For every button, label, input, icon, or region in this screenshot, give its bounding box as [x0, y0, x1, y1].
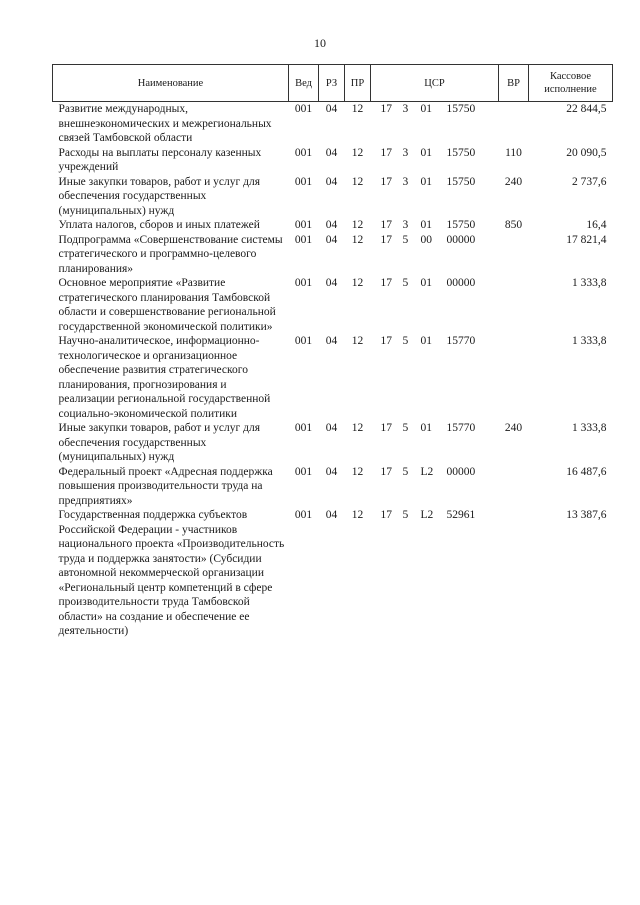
row-pr: 12 — [351, 219, 364, 231]
row-rz: 04 — [325, 277, 338, 289]
csr-part: 15770 — [446, 335, 476, 347]
header-name: Наименование — [53, 65, 289, 102]
header-rz: РЗ — [319, 65, 345, 102]
csr-part: 17 — [380, 465, 392, 478]
csr-part: 17 — [380, 219, 392, 231]
csr-part: 01 — [420, 103, 432, 115]
csr-part: 15750 — [446, 175, 476, 188]
csr-part: 17 — [380, 277, 392, 289]
row-pr: 12 — [351, 335, 364, 347]
csr-code — [381, 102, 499, 117]
row-amount: 17 821,4 — [566, 233, 607, 246]
row-csr — [371, 233, 499, 277]
row-ved: 001 — [294, 509, 313, 521]
row-amount: 1 333,8 — [572, 422, 607, 434]
csr-part: 01 — [420, 277, 432, 289]
csr-part: 17 — [380, 233, 392, 246]
csr-part: 00000 — [446, 465, 476, 478]
row-csr — [371, 175, 499, 219]
row-name: Развитие международных, внешнеэкономических и межрегиональных связей Тамбовской области — [58, 103, 272, 144]
csr-code — [381, 465, 499, 480]
csr-part: 3 — [402, 175, 409, 188]
csr-part: 15750 — [446, 146, 476, 159]
row-rz: 04 — [325, 219, 338, 231]
csr-part: 00 — [420, 233, 432, 246]
row-ved: 001 — [294, 422, 313, 434]
csr-part: 3 — [402, 103, 409, 115]
csr-code — [381, 334, 499, 349]
row-amount: 16 487,6 — [566, 465, 607, 478]
csr-part: 5 — [402, 465, 409, 478]
csr-part: 5 — [402, 335, 409, 347]
row-pr: 12 — [351, 277, 364, 289]
page-number: 10 — [314, 36, 326, 50]
row-vr — [499, 508, 529, 639]
row-amount: 20 090,5 — [566, 146, 607, 159]
row-vr: 850 — [504, 219, 523, 231]
csr-part: 52961 — [446, 509, 476, 521]
budget-table — [52, 64, 613, 639]
row-name: Федеральный проект «Адресная поддержка повышения производительности труда на предприятиях» — [58, 465, 273, 507]
row-pr: 12 — [351, 146, 364, 159]
row-ved: 001 — [294, 219, 313, 231]
row-ved: 001 — [294, 277, 313, 289]
row-csr — [371, 334, 499, 421]
csr-part: 3 — [402, 219, 409, 231]
table-row — [53, 175, 613, 219]
csr-part: 17 — [380, 175, 392, 188]
csr-part: 01 — [420, 335, 432, 347]
table-row — [53, 146, 613, 175]
row-name: Уплата налогов, сборов и иных платежей — [58, 219, 260, 231]
row-rz: 04 — [325, 146, 338, 159]
table-row — [53, 421, 613, 465]
csr-part: 15770 — [446, 422, 476, 434]
row-name: Иные закупки товаров, работ и услуг для обеспечения государственных (муниципальных) нужд — [58, 422, 260, 463]
row-rz: 04 — [325, 422, 338, 434]
row-csr — [371, 102, 499, 146]
csr-part: 3 — [402, 146, 409, 159]
row-ved: 001 — [294, 175, 313, 188]
row-ved: 001 — [294, 146, 313, 159]
row-name: Основное мероприятие «Развитие стратегического планирования Тамбовской области и совершенствование региональной государственной экономической политики» — [58, 277, 276, 333]
csr-part: 5 — [402, 422, 409, 434]
csr-part: 01 — [420, 219, 432, 231]
row-amount: 2 737,6 — [572, 175, 607, 188]
row-name: Расходы на выплаты персоналу казенных учреждений — [58, 146, 262, 173]
row-vr — [499, 276, 529, 334]
csr-code — [381, 146, 499, 161]
row-csr — [371, 465, 499, 509]
csr-part: 01 — [420, 175, 432, 188]
csr-part: 5 — [402, 509, 409, 521]
csr-code — [381, 508, 499, 523]
table-header-row — [53, 65, 613, 102]
table-body — [53, 102, 613, 639]
csr-part: 01 — [420, 146, 432, 159]
row-amount: 22 844,5 — [566, 103, 607, 115]
row-rz: 04 — [325, 233, 338, 246]
row-name: Иные закупки товаров, работ и услуг для обеспечения государственных (муниципальных) нужд — [58, 175, 260, 217]
row-name: Государственная поддержка субъектов Российской Федерации - участников национального проекта «Производительность труда и поддержка занятости» (Субсидии автономной некоммерческой организации «Региональный центр компетенций в сфере производительности труда Тамбовской области» на создание и обеспечение ее деятельности) — [58, 509, 285, 637]
row-vr: 240 — [504, 175, 523, 188]
csr-part: 17 — [380, 103, 392, 115]
header-csr: ЦСР — [371, 65, 499, 102]
row-amount: 13 387,6 — [566, 509, 607, 521]
row-ved: 001 — [294, 335, 313, 347]
row-pr: 12 — [351, 233, 364, 246]
row-rz: 04 — [325, 335, 338, 347]
row-vr: 110 — [505, 146, 522, 159]
row-csr — [371, 218, 499, 233]
row-pr: 12 — [351, 103, 364, 115]
row-vr — [499, 334, 529, 421]
row-amount: 1 333,8 — [572, 335, 607, 347]
csr-part: 00000 — [446, 233, 476, 246]
table-row — [53, 276, 613, 334]
csr-part: L2 — [420, 509, 434, 521]
row-vr: 240 — [504, 422, 523, 434]
csr-part: 17 — [380, 422, 392, 434]
csr-part: L2 — [420, 465, 434, 478]
table-row — [53, 218, 613, 233]
row-ved: 001 — [294, 103, 313, 115]
row-ved: 001 — [294, 233, 313, 246]
row-amount: 1 333,8 — [572, 277, 607, 289]
row-name: Подпрограмма «Совершенствование системы стратегического и программно-целевого планирования» — [58, 233, 283, 275]
table-row — [53, 465, 613, 509]
row-rz: 04 — [325, 509, 338, 521]
csr-code — [381, 233, 499, 248]
row-vr — [499, 102, 529, 146]
csr-part: 17 — [380, 335, 392, 347]
row-amount: 16,4 — [586, 219, 607, 231]
csr-code — [381, 175, 499, 190]
header-ved: Вед — [289, 65, 319, 102]
csr-part: 15750 — [446, 219, 476, 231]
csr-part: 5 — [402, 233, 409, 246]
row-csr — [371, 146, 499, 175]
csr-part: 17 — [380, 509, 392, 521]
row-ved: 001 — [294, 465, 313, 478]
row-pr: 12 — [351, 422, 364, 434]
table-row — [53, 102, 613, 146]
row-name: Научно-аналитическое, информационно-технологическое и организационное обеспечение развития стратегического планирования, прогнозирования и реализации региональной государственной социально-экономической политики — [58, 335, 271, 420]
row-rz: 04 — [325, 103, 338, 115]
csr-part: 15750 — [446, 103, 476, 115]
table-row — [53, 233, 613, 277]
row-csr — [371, 276, 499, 334]
row-pr: 12 — [351, 465, 364, 478]
csr-part: 01 — [420, 422, 432, 434]
csr-part: 00000 — [446, 277, 476, 289]
csr-code — [381, 276, 499, 291]
table-row — [53, 508, 613, 639]
row-vr — [499, 233, 529, 277]
header-pr: ПР — [345, 65, 371, 102]
row-vr — [499, 465, 529, 509]
header-amount: Кассовое исполнение — [529, 65, 613, 102]
row-csr — [371, 508, 499, 639]
csr-part: 5 — [402, 277, 409, 289]
row-pr: 12 — [351, 175, 364, 188]
row-rz: 04 — [325, 465, 338, 478]
table-row — [53, 334, 613, 421]
header-vr: ВР — [499, 65, 529, 102]
csr-part: 17 — [380, 146, 392, 159]
row-csr — [371, 421, 499, 465]
csr-code — [381, 421, 499, 436]
row-rz: 04 — [325, 175, 338, 188]
csr-code — [381, 218, 499, 233]
row-pr: 12 — [351, 509, 364, 521]
